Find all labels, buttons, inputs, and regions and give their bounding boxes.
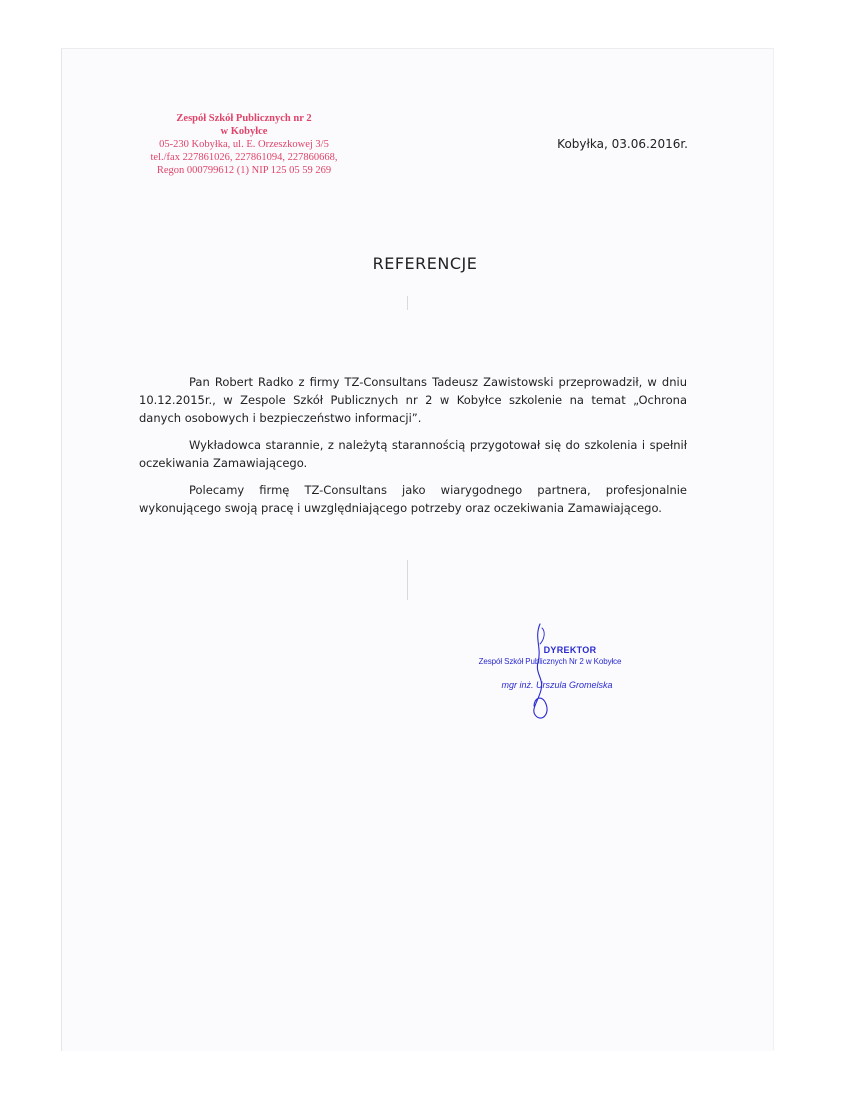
- fold-mark: [407, 296, 408, 310]
- stamp-phone: tel./fax 227861026, 227861094, 227860668,: [150, 152, 338, 163]
- document-page: [61, 48, 774, 1051]
- school-stamp: [124, 112, 364, 177]
- document-title: REFERENCJE: [372, 254, 478, 273]
- signature-institution: Zespół Szkół Publicznych Nr 2 w Kobyłce: [478, 657, 622, 666]
- stamp-address: 05-230 Kobyłka, ul. E. Orzeszkowej 3/5: [159, 139, 329, 150]
- paragraph-3: Polecamy firmę TZ-Consultans jako wiarygodnego partnera, profesjonalnie wykonującego swoją pracę i uwzględniającego potrzeby oraz oczekiwania Zamawiającego.: [139, 483, 687, 515]
- handwritten-signature: [520, 618, 560, 728]
- stamp-school-name: Zespół Szkół Publicznych nr 2: [176, 113, 312, 124]
- signature-name: mgr inż. Urszula Gromelska: [501, 680, 613, 690]
- document-body: [139, 373, 687, 526]
- paragraph-1: Pan Robert Radko z firmy TZ-Consultans Tadeusz Zawistowski przeprowadził, w dniu 10.12.2015r., w Zespole Szkół Publicznych nr 2 w Kobyłce szkolenie na temat „Ochrona danych osobowych i bezpieczeństwo informacji”.: [139, 375, 687, 425]
- fold-mark: [407, 560, 408, 600]
- stamp-regon-nip: Regon 000799612 (1) NIP 125 05 59 269: [156, 165, 332, 176]
- signature-role: DYREKTOR: [543, 645, 597, 655]
- stamp-school-town: w Kobyłce: [220, 126, 268, 137]
- document-date: Kobyłka, 03.06.2016r.: [557, 137, 688, 151]
- page-edge: [773, 48, 774, 1050]
- paragraph-2: Wykładowca starannie, z należytą starannością przygotował się do szkolenia i spełnił oczekiwania Zamawiającego.: [139, 438, 687, 470]
